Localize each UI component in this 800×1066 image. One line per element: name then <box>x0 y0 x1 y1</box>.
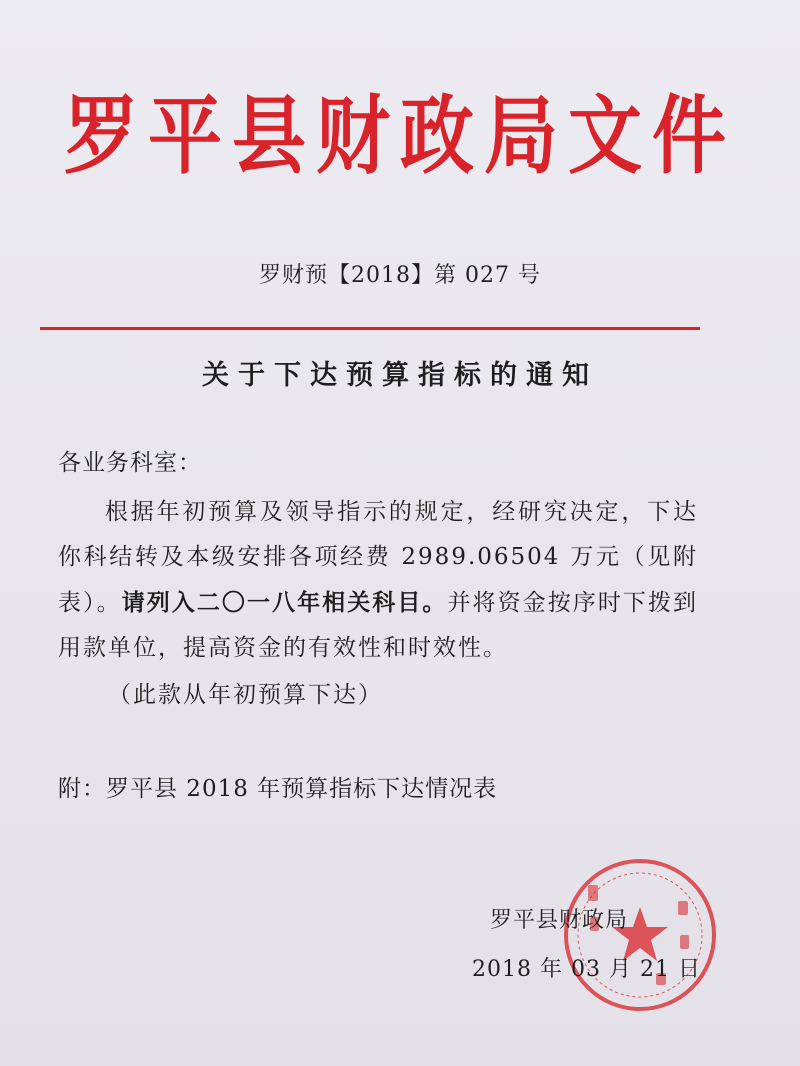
attachment-line: 附：罗平县 2018 年预算指标下达情况表 <box>58 776 498 802</box>
body-text-part2: 并将资金按序时下拨到用款单位，提高资金的有效性和时效性。 <box>58 590 699 661</box>
document-number: 罗财预【2018】第 027 号 <box>259 263 541 288</box>
red-divider-line <box>40 327 700 330</box>
notice-body <box>58 490 698 671</box>
notice-title: 关于下达预算指标的通知 <box>202 360 598 391</box>
issue-date: 2018 年 03 月 21 日 <box>472 957 701 982</box>
official-seal <box>560 855 720 1015</box>
body-text-emphasis: 请列入二〇一八年相关科目。 <box>121 589 448 616</box>
issuer-name: 罗平县财政局 <box>490 908 629 933</box>
document-header-title: 罗平县财政局文件 <box>64 87 736 187</box>
budget-source-note: （此款从年初预算下达） <box>108 682 383 708</box>
salutation: 各业务科室： <box>58 450 202 476</box>
body-text-part1: 根据年初预算及领导指示的规定，经研究决定，下达你科结转及本级安排各项经费 2989.06504 万元（见附表）。 <box>58 499 698 616</box>
